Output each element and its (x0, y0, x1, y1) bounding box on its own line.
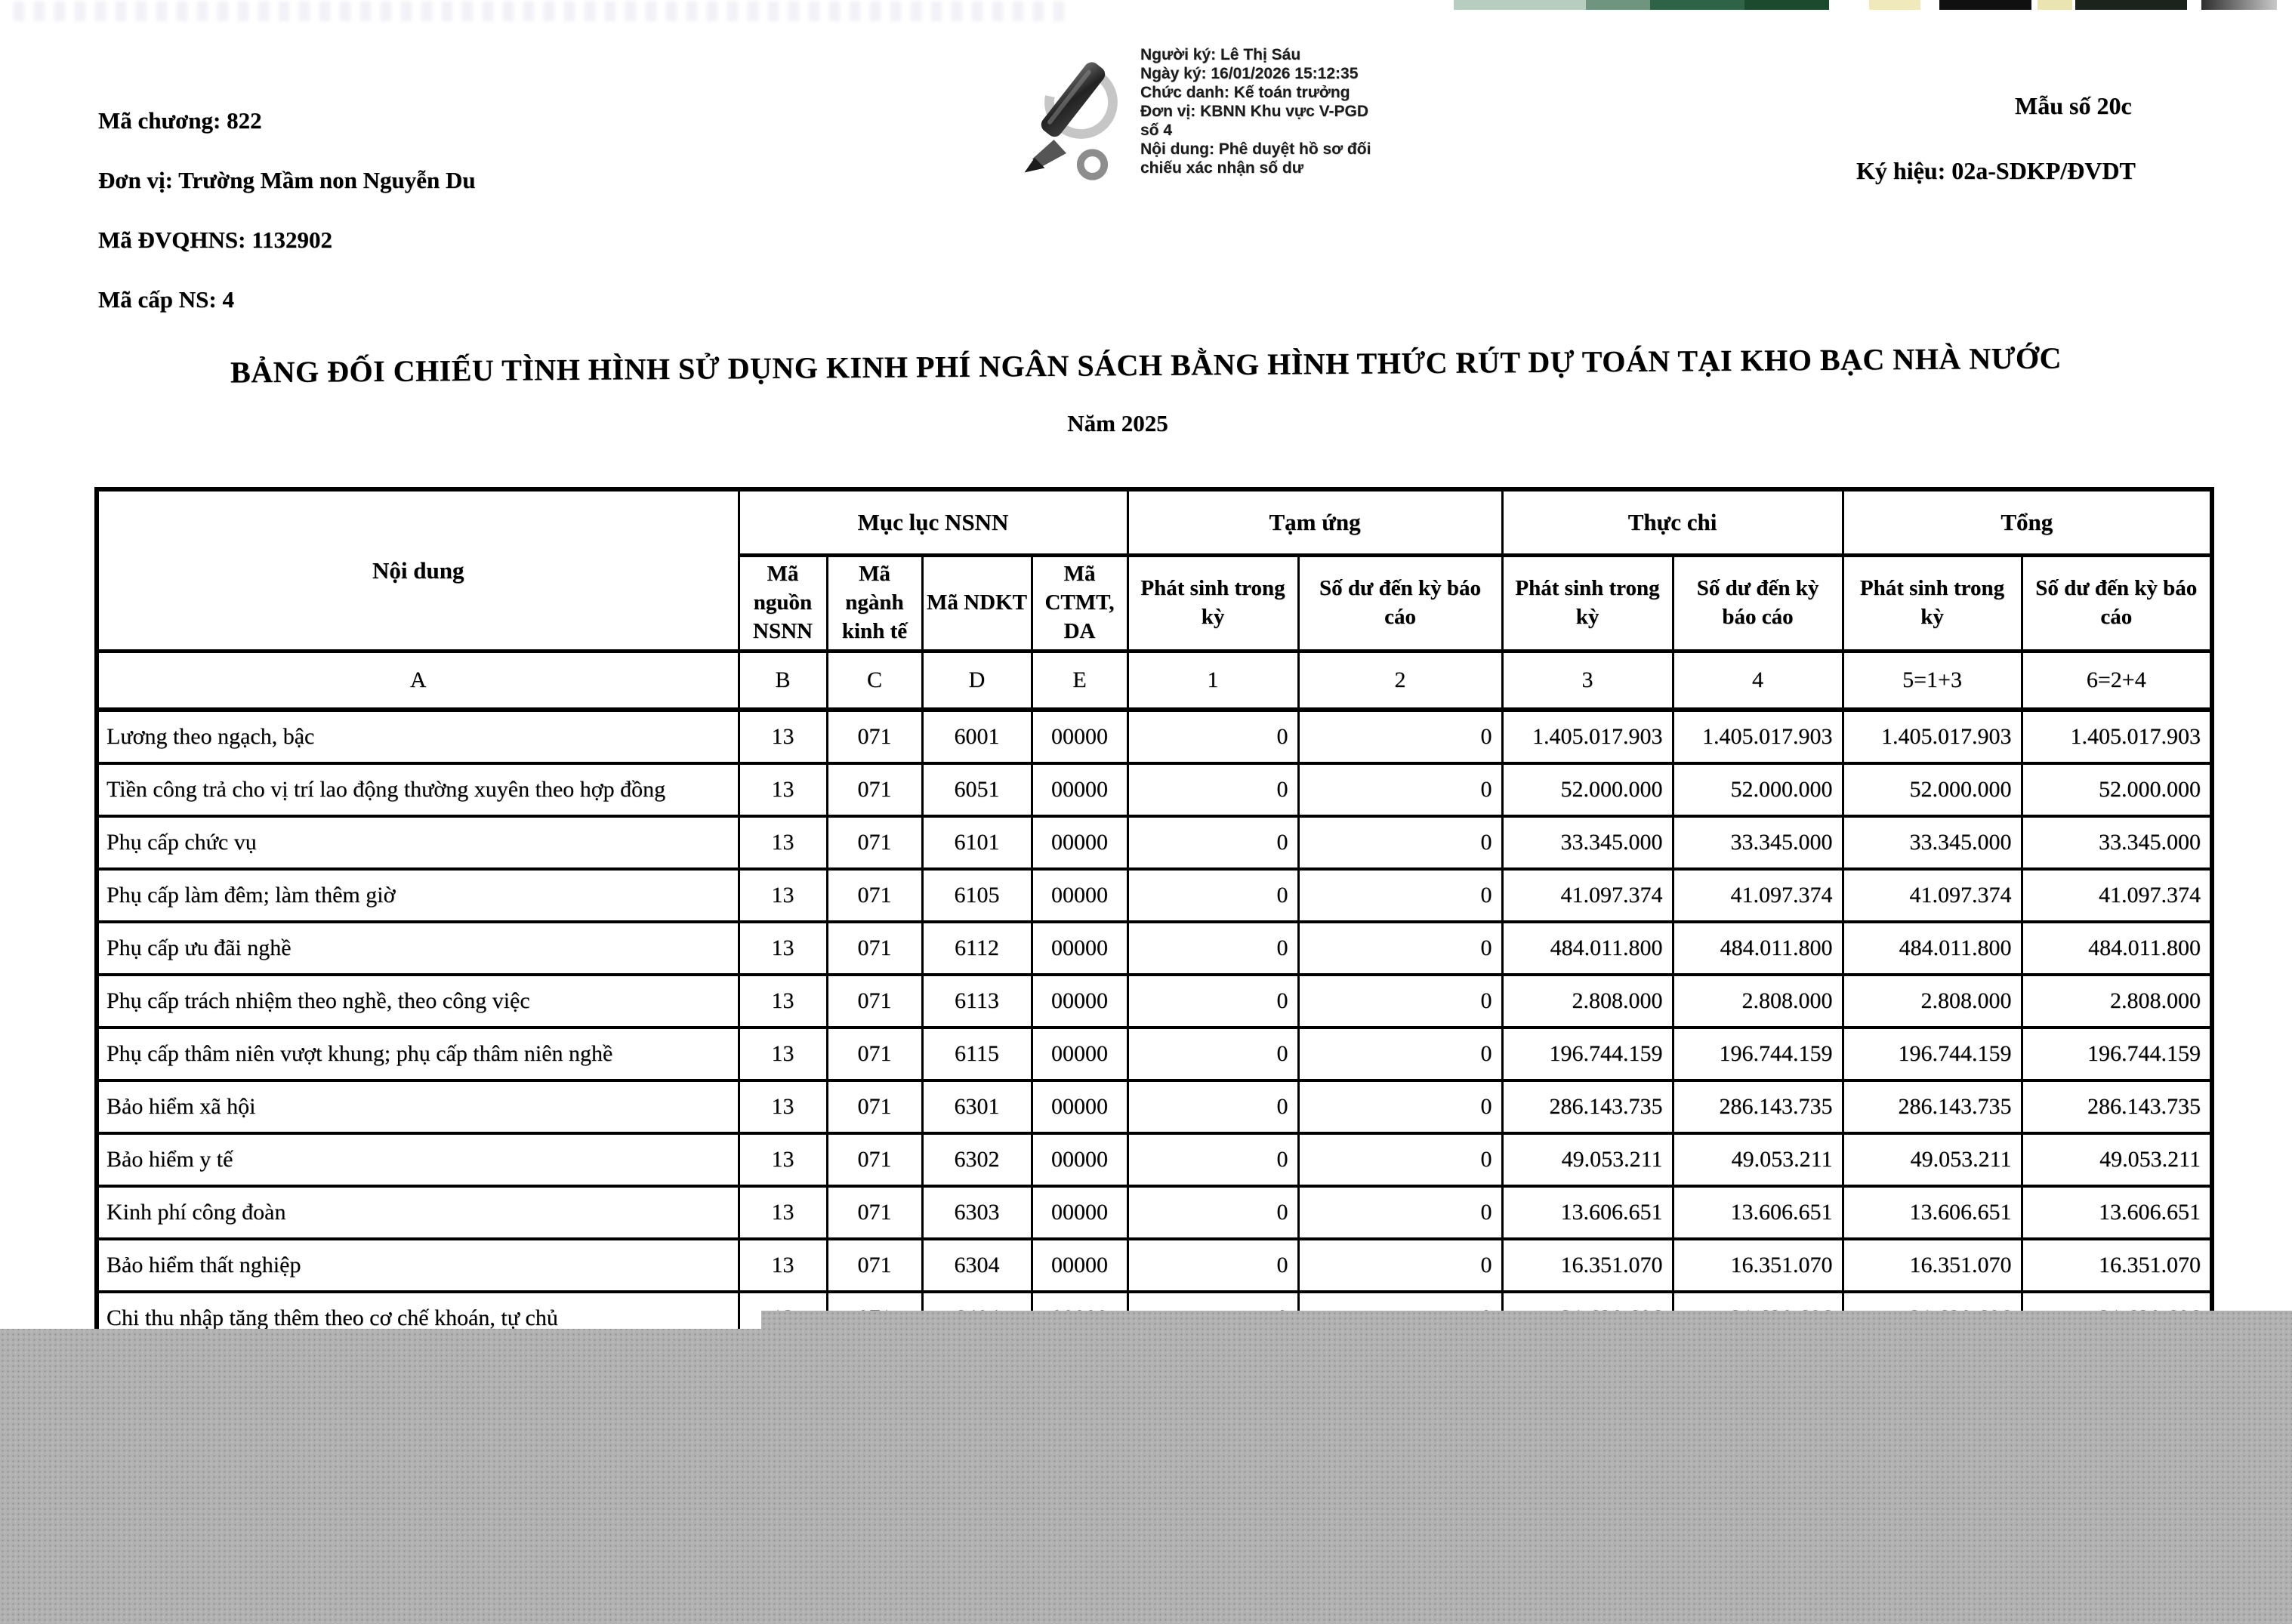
scan-bleedthrough-texture (14, 2, 1071, 21)
row-noi-dung: Phụ cấp làm đêm; làm thêm giờ (97, 869, 739, 922)
table-row (97, 1080, 2212, 1133)
row-tam-ung-so-du: 0 (1298, 1080, 1502, 1133)
row-tam-ung-phat-sinh: 0 (1127, 1186, 1298, 1239)
row-thuc-chi-phat-sinh: 33.345.000 (1502, 816, 1673, 869)
row-tong-phat-sinh: 49.053.211 (1843, 1133, 2022, 1186)
stamp-text-block (1140, 45, 1503, 177)
row-thuc-chi-phat-sinh: 2.808.000 (1502, 975, 1673, 1028)
row-thuc-chi-so-du: 33.345.000 (1673, 816, 1843, 869)
row-noi-dung: Kinh phí công đoàn (97, 1186, 739, 1239)
row-tam-ung-so-du: 0 (1298, 1239, 1502, 1292)
row-thuc-chi-phat-sinh: 49.053.211 (1502, 1133, 1673, 1186)
table-row (97, 763, 2212, 816)
row-ma-nganh: 071 (827, 763, 922, 816)
row-ma-nguon: 13 (739, 922, 827, 975)
ma-dvqhns: Mã ĐVQHNS: 1132902 (98, 226, 332, 253)
row-noi-dung: Lương theo ngạch, bậc (97, 710, 739, 763)
row-ma-ndkt: 6302 (922, 1133, 1032, 1186)
row-tam-ung-phat-sinh: 0 (1127, 975, 1298, 1028)
col-header-ma-nganh: Mã ngành kinh tế (827, 556, 922, 652)
col-header-tong-phat-sinh: Phát sinh trong kỳ (1843, 556, 2022, 652)
stamp-line-unit2: số 4 (1140, 122, 1173, 139)
row-tong-so-du: 13.606.651 (2022, 1186, 2212, 1239)
table-row (97, 922, 2212, 975)
index-cell-1: 1 (1127, 652, 1298, 710)
row-thuc-chi-so-du: 13.606.651 (1673, 1186, 1843, 1239)
col-group-tong: Tổng (1843, 489, 2212, 556)
row-tam-ung-phat-sinh: 0 (1127, 763, 1298, 816)
row-thuc-chi-phat-sinh: 196.744.159 (1502, 1028, 1673, 1080)
row-tam-ung-so-du: 0 (1298, 710, 1502, 763)
table-row (97, 1133, 2212, 1186)
table-row (97, 869, 2212, 922)
budget-table (94, 487, 2214, 1348)
col-header-tong-so-du: Số dư đến kỳ báo cáo (2022, 556, 2212, 652)
col-group-tam-ung: Tạm ứng (1127, 489, 1502, 556)
row-ma-ndkt: 6051 (922, 763, 1032, 816)
row-tong-so-du: 41.097.374 (2022, 869, 2212, 922)
don-vi: Đơn vị: Trường Mầm non Nguyễn Du (98, 167, 476, 193)
index-cell-e: E (1032, 652, 1127, 710)
digital-signature-stamp (1012, 39, 1510, 205)
row-tam-ung-phat-sinh: 0 (1127, 1133, 1298, 1186)
row-ma-nguon: 13 (739, 710, 827, 763)
col-group-muc-luc-nsnn: Mục lục NSNN (739, 489, 1127, 556)
index-cell-6: 6=2+4 (2022, 652, 2212, 710)
row-noi-dung: Phụ cấp chức vụ (97, 816, 739, 869)
row-ma-nguon: 13 (739, 869, 827, 922)
row-noi-dung: Tiền công trả cho vị trí lao động thường xuyên theo hợp đồng (97, 763, 739, 816)
row-tong-so-du: 52.000.000 (2022, 763, 2212, 816)
row-thuc-chi-phat-sinh: 52.000.000 (1502, 763, 1673, 816)
row-ma-ctmt: 00000 (1032, 869, 1127, 922)
stamp-line-role: Chức danh: Kế toán trưởng (1140, 84, 1350, 101)
row-ma-ctmt: 00000 (1032, 1186, 1127, 1239)
row-thuc-chi-phat-sinh: 41.097.374 (1502, 869, 1673, 922)
row-tam-ung-phat-sinh: 0 (1127, 1239, 1298, 1292)
row-noi-dung: Bảo hiểm y tế (97, 1133, 739, 1186)
row-thuc-chi-phat-sinh: 13.606.651 (1502, 1186, 1673, 1239)
row-thuc-chi-so-du: 16.351.070 (1673, 1239, 1843, 1292)
stamp-line-date: Ngày ký: 16/01/2026 15:12:35 (1140, 65, 1359, 82)
col-group-thuc-chi: Thực chi (1502, 489, 1843, 556)
row-tong-so-du: 286.143.735 (2022, 1080, 2212, 1133)
row-tam-ung-so-du: 0 (1298, 869, 1502, 922)
row-ma-nganh: 071 (827, 1133, 922, 1186)
row-thuc-chi-so-du: 484.011.800 (1673, 922, 1843, 975)
col-header-tc-phat-sinh: Phát sinh trong kỳ (1502, 556, 1673, 652)
index-cell-2: 2 (1298, 652, 1502, 710)
row-thuc-chi-phat-sinh: 16.351.070 (1502, 1239, 1673, 1292)
index-cell-4: 4 (1673, 652, 1843, 710)
col-header-ma-nguon: Mã nguồn NSNN (739, 556, 827, 652)
row-tong-so-du: 2.808.000 (2022, 975, 2212, 1028)
row-ma-nganh: 071 (827, 1186, 922, 1239)
index-cell-3: 3 (1502, 652, 1673, 710)
col-header-tu-phat-sinh: Phát sinh trong kỳ (1127, 556, 1298, 652)
row-tam-ung-phat-sinh: 0 (1127, 869, 1298, 922)
row-tam-ung-so-du: 0 (1298, 975, 1502, 1028)
row-tong-phat-sinh: 13.606.651 (1843, 1186, 2022, 1239)
row-ma-ndkt: 6303 (922, 1186, 1032, 1239)
row-thuc-chi-so-du: 1.405.017.903 (1673, 710, 1843, 763)
row-ma-ndkt: 6301 (922, 1080, 1032, 1133)
row-ma-nganh: 071 (827, 975, 922, 1028)
col-header-ma-ctmt: Mã CTMT, DA (1032, 556, 1127, 652)
row-ma-ctmt: 00000 (1032, 1239, 1127, 1292)
row-ma-ctmt: 00000 (1032, 710, 1127, 763)
table-row (97, 1186, 2212, 1239)
row-tong-phat-sinh: 41.097.374 (1843, 869, 2022, 922)
row-ma-ctmt: 00000 (1032, 975, 1127, 1028)
row-thuc-chi-so-du: 49.053.211 (1673, 1133, 1843, 1186)
stamp-line-content: Nội dung: Phê duyệt hồ sơ đối (1140, 140, 1371, 158)
row-ma-nguon: 13 (739, 816, 827, 869)
row-ma-nganh: 071 (827, 1239, 922, 1292)
row-tong-so-du: 484.011.800 (2022, 922, 2212, 975)
row-noi-dung: Phụ cấp ưu đãi nghề (97, 922, 739, 975)
row-tong-so-du: 16.351.070 (2022, 1239, 2212, 1292)
row-tong-phat-sinh: 196.744.159 (1843, 1028, 2022, 1080)
table-row (97, 975, 2212, 1028)
document-info-block (98, 107, 476, 346)
form-symbol: Ký hiệu: 02a-SDKP/ĐVDT (1856, 157, 2136, 184)
form-number: Mẫu số 20c (2015, 92, 2132, 119)
row-noi-dung: Phụ cấp thâm niên vượt khung; phụ cấp thâm niên nghề (97, 1028, 739, 1080)
row-thuc-chi-phat-sinh: 1.405.017.903 (1502, 710, 1673, 763)
row-thuc-chi-phat-sinh: 286.143.735 (1502, 1080, 1673, 1133)
row-tong-phat-sinh: 286.143.735 (1843, 1080, 2022, 1133)
row-tong-so-du: 49.053.211 (2022, 1133, 2212, 1186)
stamp-line-unit: Đơn vị: KBNN Khu vực V-PGD (1140, 103, 1368, 120)
col-header-ma-ndkt: Mã NDKT (922, 556, 1032, 652)
row-ma-nguon: 13 (739, 975, 827, 1028)
row-ma-nguon: 13 (739, 763, 827, 816)
index-cell-b: B (739, 652, 827, 710)
row-tong-phat-sinh: 16.351.070 (1843, 1239, 2022, 1292)
table-row (97, 1239, 2212, 1292)
row-ma-nganh: 071 (827, 869, 922, 922)
row-tong-phat-sinh: 1.405.017.903 (1843, 710, 2022, 763)
page-subtitle: Năm 2025 (1067, 410, 1168, 436)
row-tong-so-du: 33.345.000 (2022, 816, 2212, 869)
row-ma-ndkt: 6112 (922, 922, 1032, 975)
row-ma-nguon: 13 (739, 1133, 827, 1186)
ma-cap-ns: Mã cấp NS: 4 (98, 286, 234, 313)
row-thuc-chi-so-du: 2.808.000 (1673, 975, 1843, 1028)
row-tam-ung-phat-sinh: 0 (1127, 1080, 1298, 1133)
row-ma-nganh: 071 (827, 1080, 922, 1133)
row-tam-ung-phat-sinh: 0 (1127, 922, 1298, 975)
col-header-tc-so-du: Số dư đến kỳ báo cáo (1673, 556, 1843, 652)
row-ma-ctmt: 00000 (1032, 922, 1127, 975)
row-ma-ndkt: 6304 (922, 1239, 1032, 1292)
row-thuc-chi-phat-sinh: 484.011.800 (1502, 922, 1673, 975)
row-thuc-chi-so-du: 52.000.000 (1673, 763, 1843, 816)
scan-gray-band (0, 1311, 2292, 1624)
page-title: BẢNG ĐỐI CHIẾU TÌNH HÌNH SỬ DỤNG KINH PHÍ NGÂN SÁCH BẰNG HÌNH THỨC RÚT DỰ TOÁN TẠI KHO BẠC NHÀ NƯỚC (230, 341, 2062, 390)
row-thuc-chi-so-du: 41.097.374 (1673, 869, 1843, 922)
row-ma-ndkt: 6105 (922, 869, 1032, 922)
row-ma-nganh: 071 (827, 922, 922, 975)
row-noi-dung: Bảo hiểm xã hội (97, 1080, 739, 1133)
row-tam-ung-so-du: 0 (1298, 816, 1502, 869)
row-tam-ung-so-du: 0 (1298, 1133, 1502, 1186)
col-header-tu-so-du: Số dư đến kỳ báo cáo (1298, 556, 1502, 652)
row-tam-ung-so-du: 0 (1298, 763, 1502, 816)
index-cell-a: A (97, 652, 739, 710)
row-tong-phat-sinh: 52.000.000 (1843, 763, 2022, 816)
index-cell-5: 5=1+3 (1843, 652, 2022, 710)
row-ma-ndkt: 6001 (922, 710, 1032, 763)
row-tam-ung-so-du: 0 (1298, 922, 1502, 975)
row-noi-dung: Chi thu nhập tăng thêm theo cơ chế khoán, tự chủ (97, 1292, 739, 1345)
col-header-noi-dung: Nội dung (97, 489, 739, 652)
row-ma-nguon: 13 (739, 1080, 827, 1133)
row-ma-nguon: 13 (739, 1239, 827, 1292)
table-row (97, 816, 2212, 869)
row-ma-nguon: 13 (739, 1028, 827, 1080)
row-tam-ung-phat-sinh: 0 (1127, 710, 1298, 763)
row-ma-ndkt: 6115 (922, 1028, 1032, 1080)
row-ma-ctmt: 00000 (1032, 816, 1127, 869)
row-tam-ung-so-du: 0 (1298, 1186, 1502, 1239)
row-noi-dung: Bảo hiểm thất nghiệp (97, 1239, 739, 1292)
row-ma-ctmt: 00000 (1032, 1133, 1127, 1186)
row-tong-phat-sinh: 484.011.800 (1843, 922, 2022, 975)
row-tam-ung-phat-sinh: 0 (1127, 1028, 1298, 1080)
row-tong-so-du: 196.744.159 (2022, 1028, 2212, 1080)
table-row (97, 710, 2212, 763)
pen-signature-icon (1012, 50, 1137, 193)
ma-chuong: Mã chương: 822 (98, 107, 262, 134)
row-ma-nganh: 071 (827, 710, 922, 763)
row-ma-ndkt: 6113 (922, 975, 1032, 1028)
row-tam-ung-phat-sinh: 0 (1127, 816, 1298, 869)
row-tong-phat-sinh: 33.345.000 (1843, 816, 2022, 869)
stamp-line-content2: chiếu xác nhận số dư (1140, 159, 1303, 177)
stamp-line-signer: Người ký: Lê Thị Sáu (1140, 46, 1301, 63)
row-thuc-chi-so-du: 196.744.159 (1673, 1028, 1843, 1080)
row-ma-ndkt: 6101 (922, 816, 1032, 869)
index-cell-c: C (827, 652, 922, 710)
row-ma-nguon: 13 (739, 1186, 827, 1239)
row-tam-ung-so-du: 0 (1298, 1028, 1502, 1080)
row-noi-dung: Phụ cấp trách nhiệm theo nghề, theo công việc (97, 975, 739, 1028)
row-tong-phat-sinh: 2.808.000 (1843, 975, 2022, 1028)
table-row (97, 1028, 2212, 1080)
row-ma-nganh: 071 (827, 816, 922, 869)
row-ma-nganh: 071 (827, 1028, 922, 1080)
row-ma-ctmt: 00000 (1032, 763, 1127, 816)
row-thuc-chi-so-du: 286.143.735 (1673, 1080, 1843, 1133)
row-ma-ctmt: 00000 (1032, 1080, 1127, 1133)
row-ma-ctmt: 00000 (1032, 1028, 1127, 1080)
row-tong-so-du: 1.405.017.903 (2022, 710, 2212, 763)
index-cell-d: D (922, 652, 1032, 710)
